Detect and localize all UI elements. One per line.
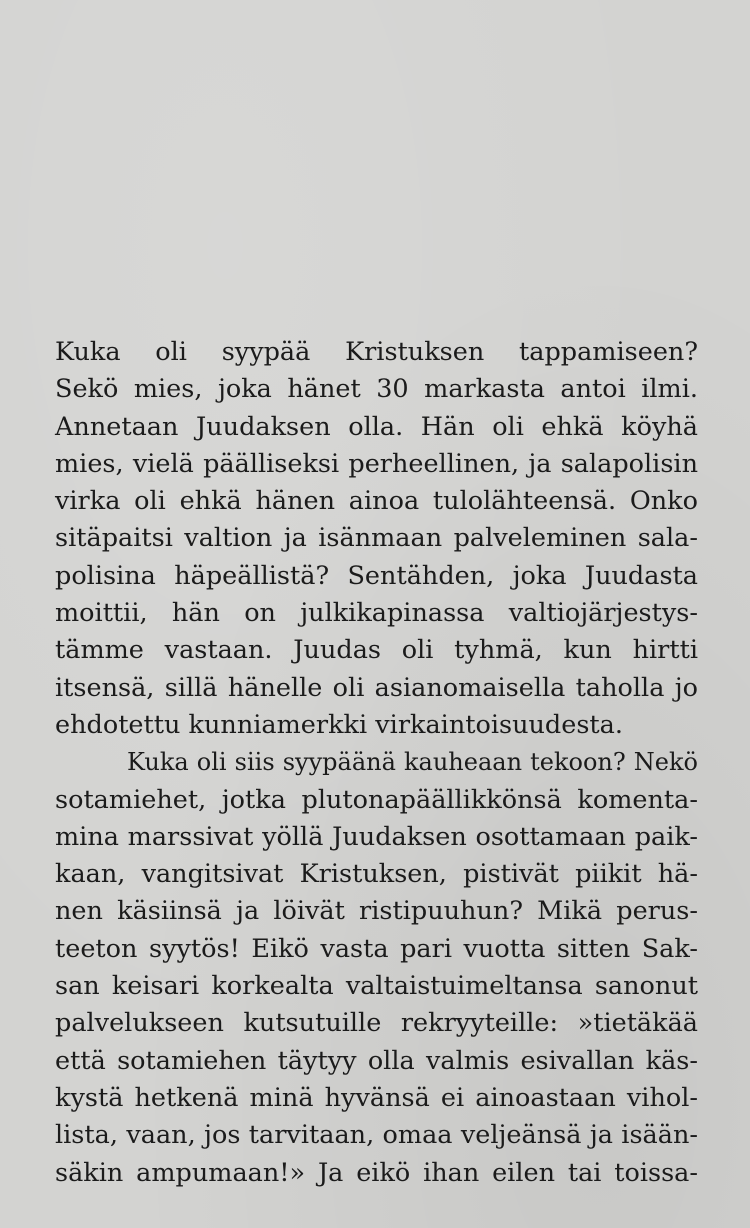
text-line: Sekö mies, joka hänet 30 markasta antoi ilmi.: [55, 374, 698, 405]
text-line: Annetaan Juudaksen olla. Hän oli ehkä köyhä: [55, 411, 698, 442]
text-line: mina marssivat yöllä Juudaksen osottamaan paik-: [55, 821, 698, 852]
text-line: moittii, hän on julkikapinassa valtiojärjestys-: [55, 598, 698, 629]
text-line: itsensä, sillä hänelle oli asianomaisella taholla jo: [55, 672, 698, 703]
text-line: kaan, vangitsivat Kristuksen, pistivät piikit hä-: [55, 859, 698, 890]
text-line: sotamiehet, jotka plutonapäällikkönsä komenta-: [55, 784, 698, 815]
text-line: ehdotettu kunniamerkki virkaintoisuudesta.: [55, 709, 623, 740]
text-line: kystä hetkenä minä hyvänsä ei ainoastaan vihol-: [55, 1082, 698, 1113]
text-line: Kuka oli syypää Kristuksen tappamiseen?: [55, 337, 698, 367]
text-line: tämme vastaan. Juudas oli tyhmä, kun hirtti: [55, 635, 698, 666]
text-line: lista, vaan, jos tarvitaan, omaa veljeänsä ja isään-: [55, 1120, 698, 1151]
text-line: polisina häpeällistä? Sentähden, joka Juudasta: [55, 560, 698, 591]
text-line: palvelukseen kutsutuille rekryyteille: »tietäkää: [55, 1008, 698, 1039]
text-line: mies, vielä päälliseksi perheellinen, ja salapolisin: [55, 448, 698, 479]
text-line: sitäpaitsi valtion ja isänmaan palveleminen sala-: [55, 523, 698, 554]
text-line: teeton syytös! Eikö vasta pari vuotta sitten Sak-: [55, 933, 698, 964]
text-line: että sotamiehen täytyy olla valmis esivallan käs-: [55, 1045, 698, 1076]
text-line: nen käsiinsä ja löivät ristipuuhun? Mikä perus-: [55, 896, 698, 927]
text-line: Kuka oli siis syypäänä kauheaan tekoon? Nekö: [127, 748, 698, 777]
body-text: [55, 334, 698, 1192]
text-line: san keisari korkealta valtaistuimeltansa sanonut: [55, 971, 698, 1002]
text-line: säkin ampumaan!» Ja eikö ihan eilen tai toissa-: [55, 1157, 698, 1188]
text-line: virka oli ehkä hänen ainoa tulolähteensä. Onko: [55, 486, 698, 517]
